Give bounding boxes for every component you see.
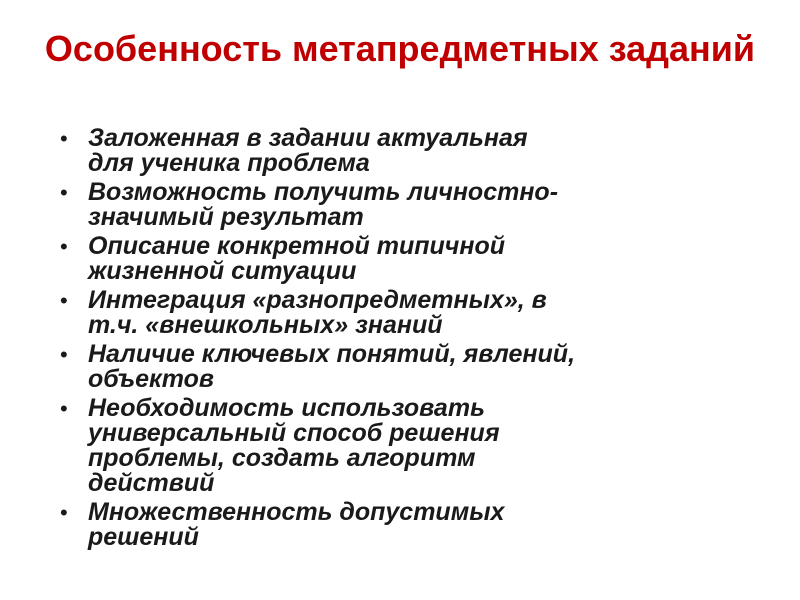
bullet-line: Возможность получить личностно-: [88, 178, 559, 206]
bullet-text: [88, 288, 756, 338]
bullet-line: действий: [88, 469, 215, 497]
bullet-item: [56, 126, 756, 176]
bullet-line: значимый результат: [88, 203, 364, 231]
bullet-line: объектов: [88, 365, 215, 393]
bullet-icon: •: [60, 234, 68, 259]
bullet-text: [88, 396, 756, 496]
bullet-item: [56, 342, 756, 392]
bullet-item: [56, 288, 756, 338]
bullet-icon: •: [60, 288, 68, 313]
bullet-line: Наличие ключевых понятий, явлений,: [88, 340, 576, 368]
slide-title: Особенность метапредметных заданий: [44, 28, 756, 69]
bullet-icon: •: [60, 500, 68, 525]
bullet-line: т.ч. «внешкольных» знаний: [88, 311, 443, 339]
bullet-line: проблемы, создать алгоритм: [88, 444, 476, 472]
bullet-item: [56, 180, 756, 230]
bullet-text: [88, 500, 756, 550]
bullet-line: решений: [88, 523, 199, 551]
bullet-line: Интеграция «разнопредметных», в: [88, 286, 547, 314]
bullet-text: [88, 180, 756, 230]
bullet-line: Описание конкретной типичной: [88, 232, 505, 260]
bullet-line: Необходимость использовать: [88, 394, 485, 422]
bullet-item: [56, 396, 756, 496]
bullet-list: [56, 126, 756, 554]
bullet-line: универсальный способ решения: [88, 419, 500, 447]
bullet-line: жизненной ситуации: [88, 257, 357, 285]
bullet-icon: •: [60, 396, 68, 421]
bullet-text: [88, 234, 756, 284]
bullet-line: Заложенная в задании актуальная: [88, 124, 528, 152]
bullet-line: Множественность допустимых: [88, 498, 505, 526]
bullet-item: [56, 234, 756, 284]
bullet-line: для ученика проблема: [88, 149, 370, 177]
bullet-icon: •: [60, 342, 68, 367]
bullet-text: [88, 342, 756, 392]
bullet-icon: •: [60, 180, 68, 205]
bullet-item: [56, 500, 756, 550]
bullet-text: [88, 126, 756, 176]
bullet-icon: •: [60, 126, 68, 151]
